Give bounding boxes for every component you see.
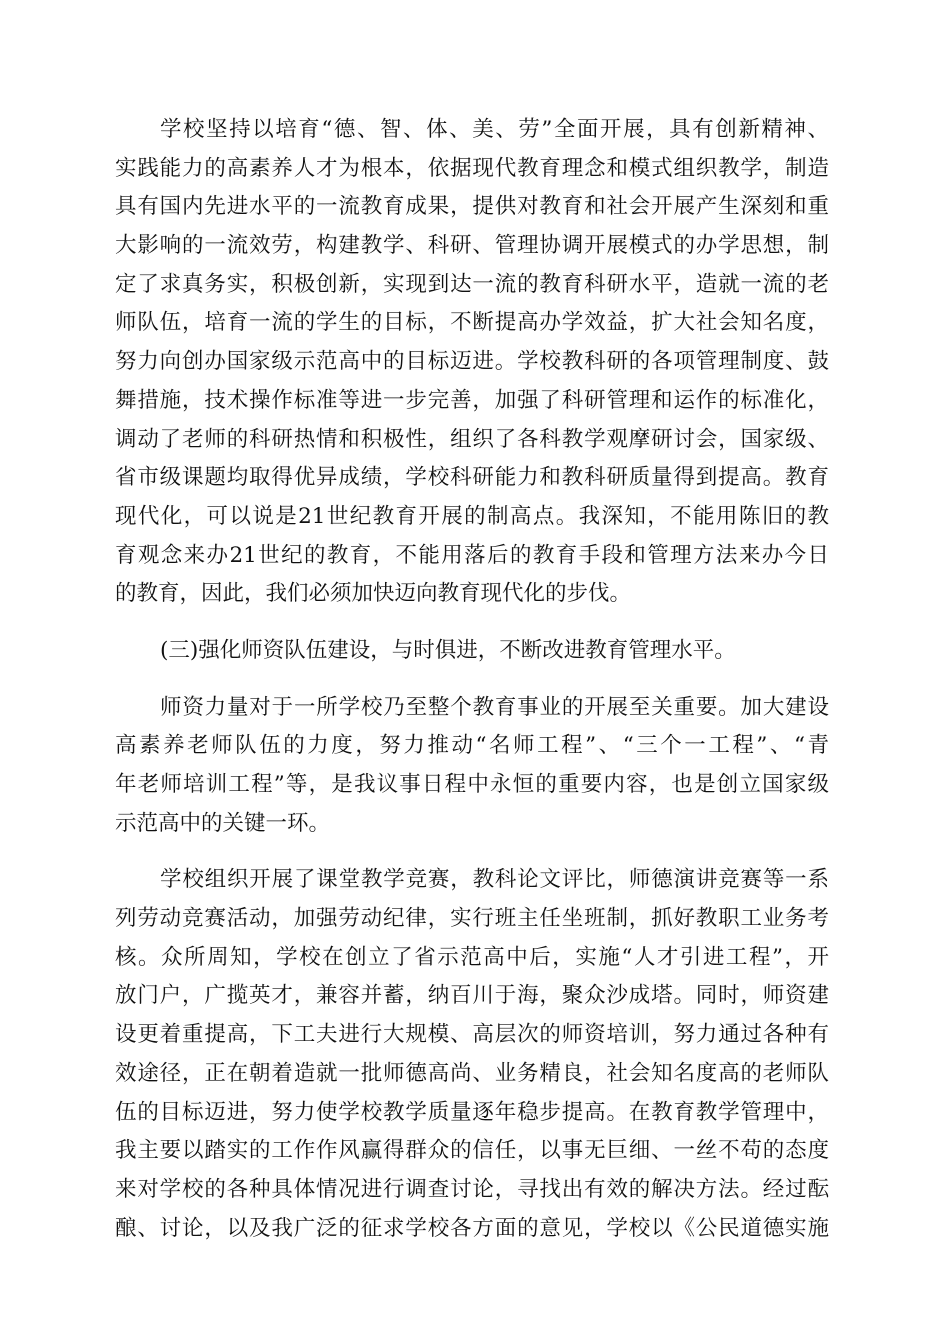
text-line: 师队伍，培育一流的学生的目标，不断提高办学效益，扩大社会知名度，	[115, 310, 829, 336]
text-line: 学校坚持以培育“德、智、体、美、劳”全面开展，具有创新精神、	[160, 117, 829, 142]
text-line: 定了求真务实，积极创新，实现到达一流的教育科研水平，造就一流的老	[115, 271, 829, 297]
heading-line: (三)强化师资队伍建设，与时俱进，不断改进教育管理水平。	[160, 637, 736, 663]
text-line: 伍的目标迈进，努力使学校教学质量逐年稳步提高。在教育教学管理中，	[115, 1099, 829, 1125]
text-line: 育观念来办21世纪的教育，不能用落后的教育手段和管理方法来办今日	[115, 542, 829, 568]
text-line: 大影响的一流效劳，构建教学、科研、管理协调开展模式的办学思想，制	[115, 233, 829, 259]
section-heading	[115, 632, 829, 671]
text-line: 列劳动竞赛活动，加强劳动纪律，实行班主任坐班制，抓好教职工业务考	[115, 906, 829, 932]
paragraph-spacing	[115, 671, 829, 689]
text-line: 设更着重提高，下工夫进行大规模、高层次的师资培训，努力通过各种有	[115, 1022, 829, 1048]
document-body	[115, 111, 829, 1248]
text-line: 高素养老师队伍的力度，努力推动“名师工程”、“三个一工程”、“青	[115, 733, 829, 759]
text-line: 我主要以踏实的工作作风赢得群众的信任，以事无巨细、一丝不苟的态度	[115, 1138, 829, 1164]
text-line: 酿、讨论，以及我广泛的征求学校各方面的意见，学校以《公民道德实施	[115, 1215, 829, 1241]
text-line: 师资力量对于一所学校乃至整个教育事业的开展至关重要。加大建设	[160, 694, 829, 720]
text-line: 示范高中的关键一环。	[115, 810, 331, 836]
paragraph-spacing	[115, 843, 829, 861]
text-line: 放门户，广揽英才，兼容并蓄，纳百川于海，聚众沙成塔。同时，师资建	[115, 983, 829, 1009]
text-line: 实践能力的高素养人才为根本，依据现代教育理念和模式组织教学，制造	[115, 155, 829, 181]
text-line: 效途径，正在朝着造就一批师德高尚、业务精良，社会知名度高的老师队	[115, 1060, 829, 1086]
paragraph-3	[115, 689, 829, 844]
text-line: 现代化，可以说是21世纪教育开展的制高点。我深知，不能用陈旧的教	[115, 503, 829, 529]
text-line: 努力向创办国家级示范高中的目标迈进。学校教科研的各项管理制度、鼓	[115, 349, 829, 375]
text-line: 学校组织开展了课堂教学竞赛，教科论文评比，师德演讲竞赛等一系	[160, 867, 829, 893]
paragraph-1	[115, 111, 829, 614]
text-line: 省市级课题均取得优异成绩，学校科研能力和教科研质量得到提高。教育	[115, 465, 829, 491]
text-line: 舞措施，技术操作标准等进一步完善，加强了科研管理和运作的标准化，	[115, 387, 829, 413]
text-line: 核。众所周知，学校在创立了省示范高中后，实施“人才引进工程”，开	[115, 944, 829, 970]
paragraph-4	[115, 861, 829, 1248]
text-line: 来对学校的各种具体情况进行调查讨论，寻找出有效的解决方法。经过酝	[115, 1176, 829, 1202]
text-line: 调动了老师的科研热情和积极性，组织了各科教学观摩研讨会，国家级、	[115, 426, 829, 452]
paragraph-spacing	[115, 614, 829, 632]
text-line: 的教育，因此，我们必须加快迈向教育现代化的步伐。	[115, 581, 632, 607]
text-line: 具有国内先进水平的一流教育成果，提供对教育和社会开展产生深刻和重	[115, 194, 829, 220]
text-line: 年老师培训工程”等，是我议事日程中永恒的重要内容，也是创立国家级	[115, 772, 829, 797]
